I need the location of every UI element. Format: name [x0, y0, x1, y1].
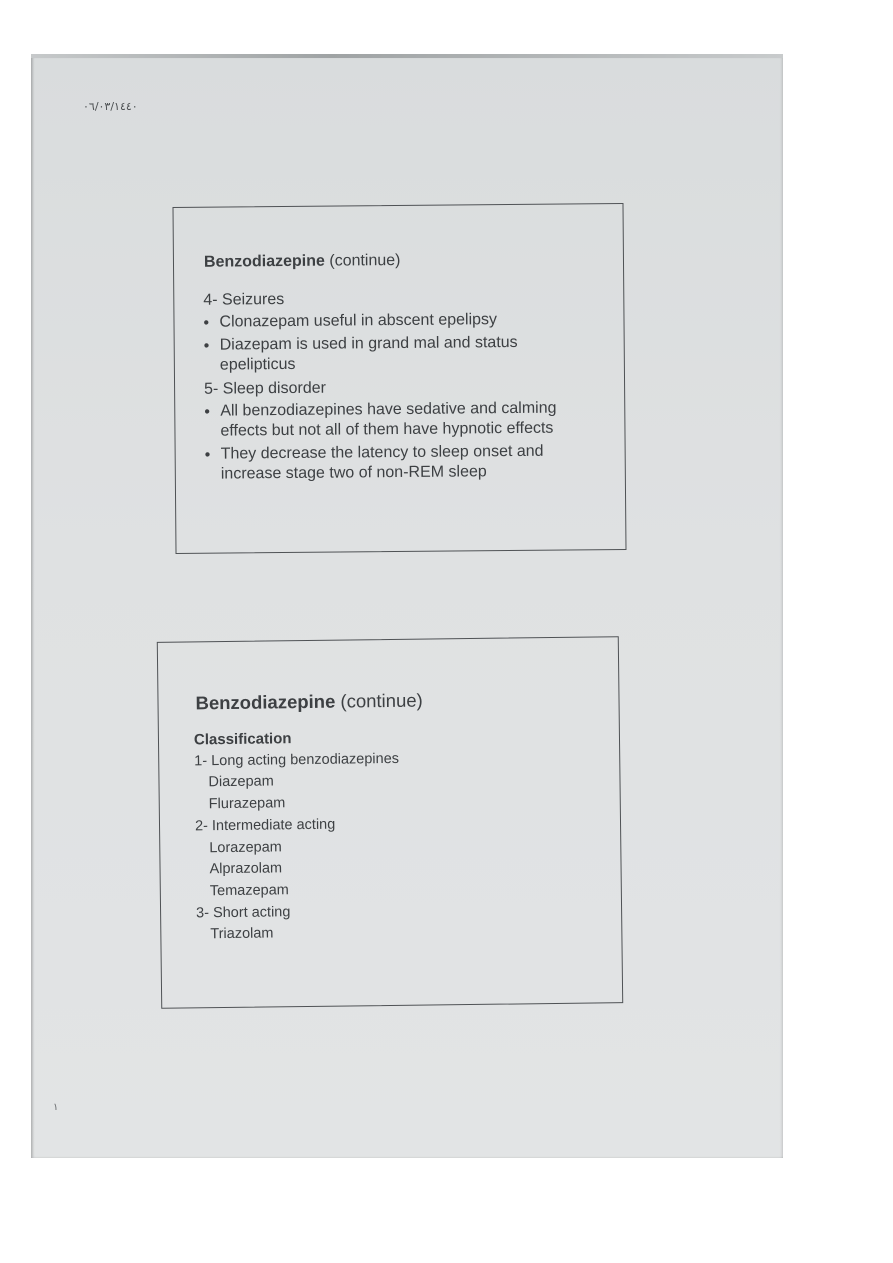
bullet-icon: •	[203, 337, 210, 355]
numbered-heading: 4- Seizures	[203, 291, 285, 309]
group-label-short-acting: 3- Short acting	[195, 903, 291, 922]
drug-name: Triazolam	[210, 925, 274, 943]
bullet-item	[205, 441, 591, 487]
numbered-heading: 5- Sleep disorder	[204, 379, 326, 398]
bullet-icon: •	[204, 446, 211, 464]
slide-title-suffix: (continue)	[324, 251, 401, 270]
drug-name: Flurazepam	[208, 795, 286, 813]
slide-title-bold: Benzodiazepine	[203, 252, 325, 271]
bullet-icon: •	[203, 314, 210, 332]
bullet-text: They decrease the latency to sleep onset and increase stage two of non-REM sleep	[220, 442, 544, 483]
slide-content	[194, 727, 401, 947]
slide-title-bold: Benzodiazepine	[195, 690, 336, 714]
handwritten-date: ٠٦/٠٣/١٤٤٠	[83, 100, 138, 113]
page-number-mark: ١	[53, 1102, 59, 1113]
bullet-text: Diazepam is used in grand mal and status epelipticus	[219, 333, 518, 374]
group-label-intermediate-acting: 2- Intermediate acting	[194, 816, 336, 835]
bullet-text: Clonazepam useful in abscent epelipsy	[219, 311, 498, 331]
group-label-long-acting: 1- Long acting benzodiazepines	[194, 750, 400, 770]
slide-title	[204, 252, 401, 272]
drug-name: Alprazolam	[209, 860, 283, 878]
slide-title	[195, 690, 422, 715]
photographed-page	[31, 54, 783, 1158]
bullet-text: All benzodiazepines have sedative and calming effects but not all of them have hypnotic effects	[220, 399, 557, 440]
bullet-item	[204, 332, 590, 378]
page-top-edge	[31, 54, 783, 58]
classification-heading: Classification	[193, 730, 292, 749]
slide-content	[203, 286, 591, 487]
drug-name: Diazepam	[208, 773, 274, 791]
drug-name: Lorazepam	[209, 838, 282, 856]
bullet-icon: •	[204, 403, 210, 421]
slide-title-suffix: (continue)	[335, 689, 423, 712]
slide-seizures-sleep	[172, 203, 626, 554]
drug-name: Temazepam	[209, 882, 289, 900]
bullet-item	[203, 309, 589, 335]
slide-classification	[157, 636, 623, 1009]
bullet-item	[204, 398, 590, 444]
